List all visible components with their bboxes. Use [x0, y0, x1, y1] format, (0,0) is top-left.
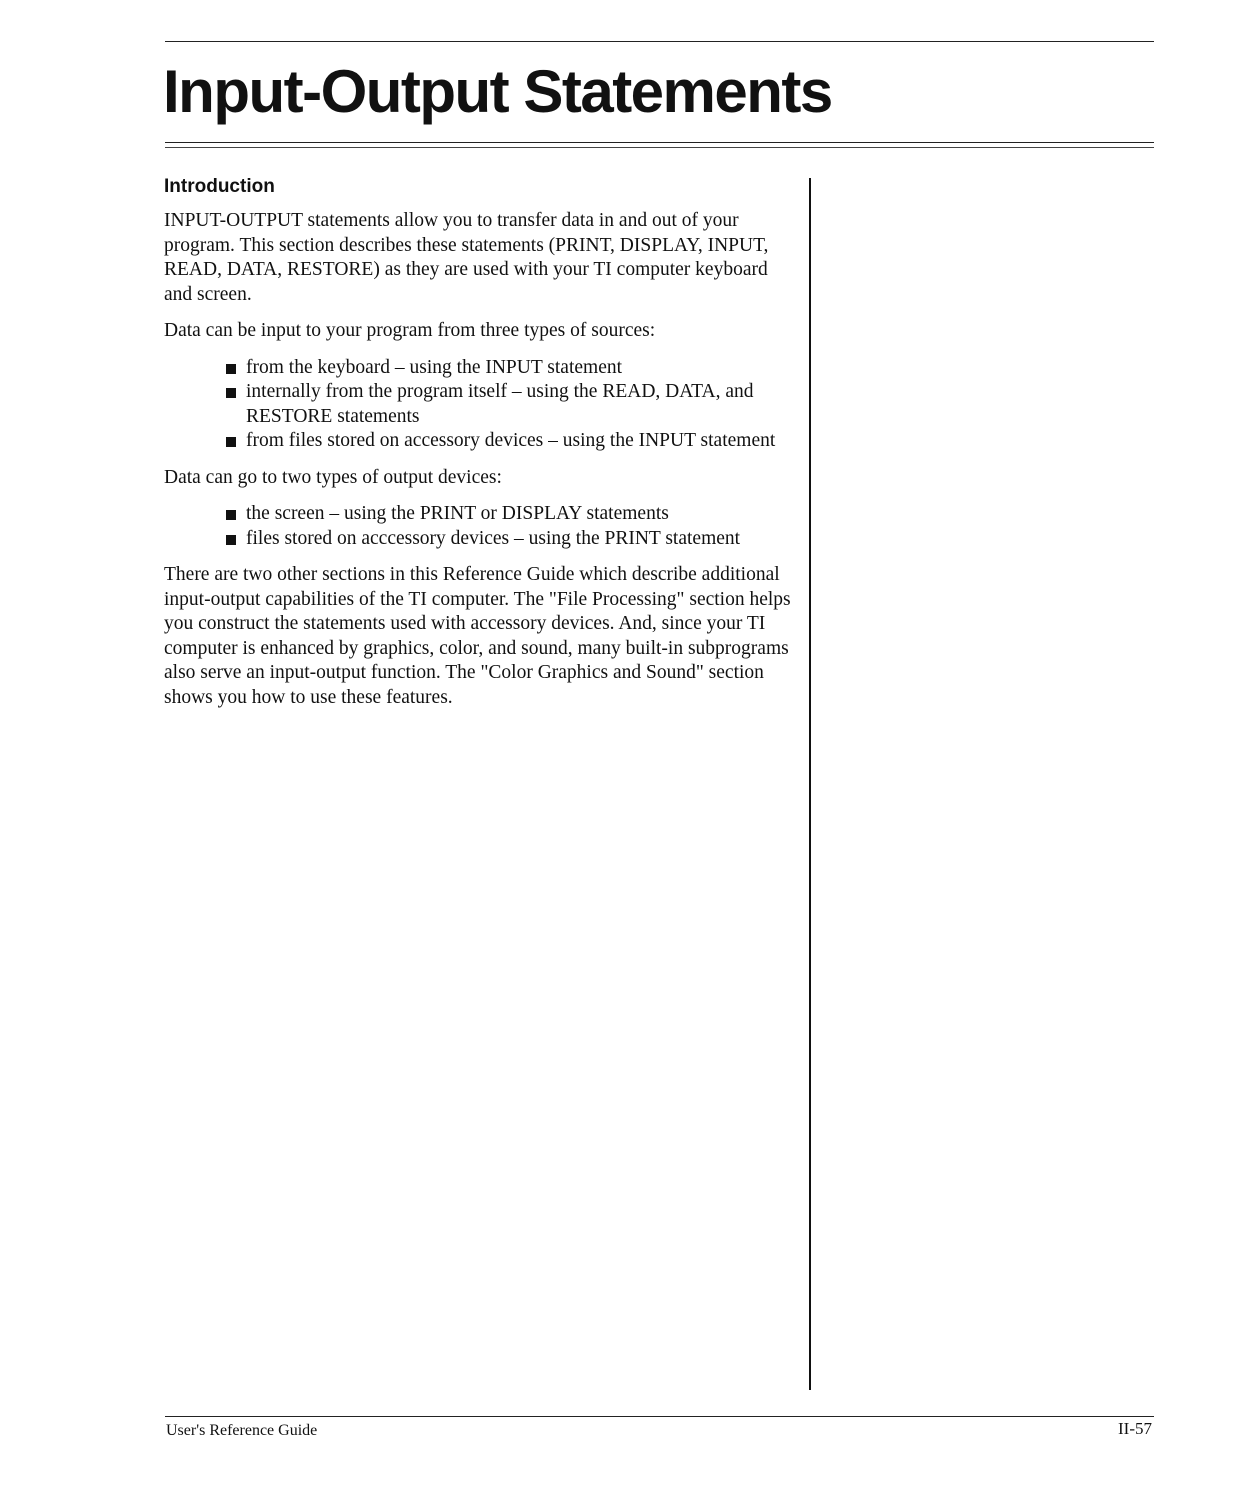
output-devices-list — [164, 502, 794, 551]
list-item-text: files stored on acccessory devices – using the PRINT statement — [246, 527, 741, 549]
list-item — [226, 356, 794, 381]
header-rule — [165, 41, 1154, 42]
square-bullet-icon — [226, 437, 236, 447]
square-bullet-icon — [226, 388, 236, 398]
square-bullet-icon — [226, 510, 236, 520]
input-sources-list — [164, 356, 794, 454]
square-bullet-icon — [226, 535, 236, 545]
footer-rule — [165, 1416, 1154, 1417]
input-sources-lead: Data can be input to your program from three types of sources: — [164, 320, 656, 341]
section-heading: Introduction — [164, 176, 275, 197]
list-item-text: from the keyboard – using the INPUT statement — [246, 356, 623, 378]
list-item — [226, 502, 794, 527]
list-item — [226, 527, 794, 552]
list-item — [226, 429, 794, 454]
title-rule — [165, 142, 1154, 143]
closing-paragraph: There are two other sections in this Reference Guide which describe additional input-output capabilities of the TI computer. The "File Processing" section helps you construct the statements used with accessory devices. And, since your TI computer is enhanced by graphics, color, and sound, many built-in subprograms also serve an input-output function. The "Color Graphics and Sound" section shows you how to use these features. — [164, 564, 791, 708]
list-item-text: the screen – using the PRINT or DISPLAY statements — [246, 503, 669, 524]
title-rule-thin — [165, 147, 1154, 148]
output-devices-lead: Data can go to two types of output devices: — [164, 466, 502, 488]
page-title: Input-Output Statements — [163, 58, 832, 125]
list-item — [226, 380, 794, 429]
list-item-text: internally from the program itself – using the READ, DATA, and RESTORE statements — [246, 381, 754, 427]
main-column — [164, 174, 794, 722]
list-item-text: from files stored on accessory devices – using the INPUT statement — [246, 430, 776, 451]
footer-guide-title: User's Reference Guide — [166, 1422, 318, 1439]
square-bullet-icon — [226, 364, 236, 374]
page-number: II-57 — [1118, 1419, 1152, 1438]
intro-paragraph: INPUT-OUTPUT statements allow you to transfer data in and out of your program. This section describes these statements (PRINT, DISPLAY, INPUT, READ, DATA, RESTORE) as they are used with your TI computer keyboard and screen. — [164, 210, 769, 305]
column-divider — [809, 178, 811, 1390]
